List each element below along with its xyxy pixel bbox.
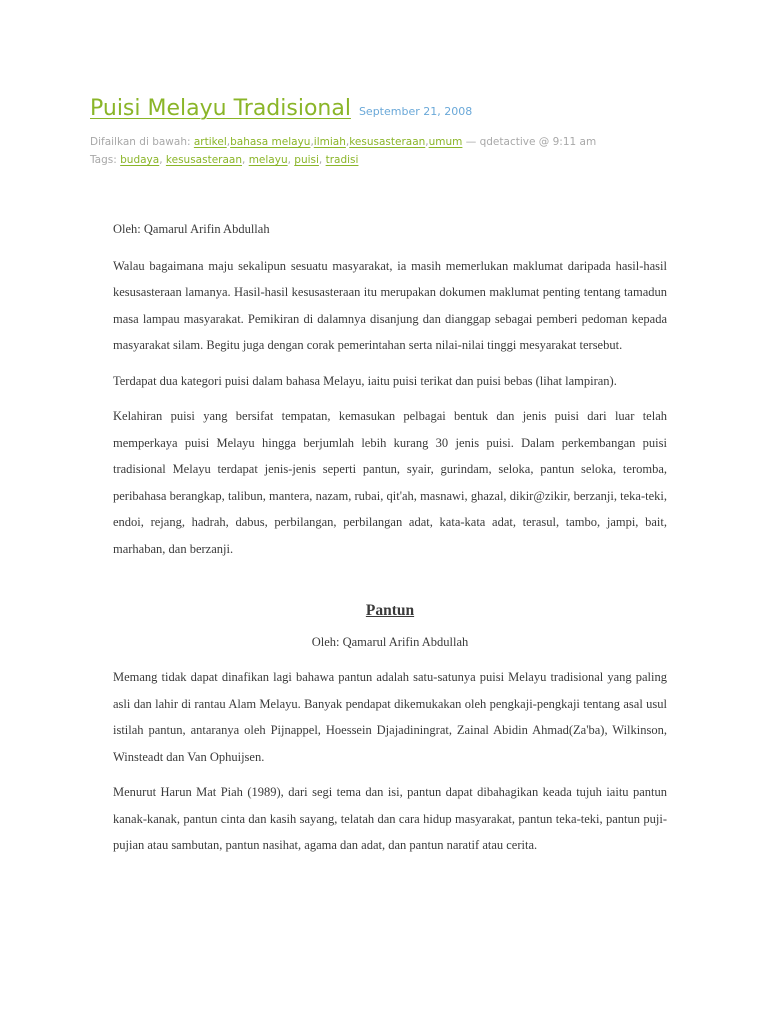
filed-label: Difailkan di bawah: xyxy=(90,136,191,148)
article-body xyxy=(113,216,667,868)
category-link-umum[interactable]: umum xyxy=(428,136,463,148)
section-paragraph: Memang tidak dapat dinafikan lagi bahawa pantun adalah satu-satunya puisi Melayu tradisional yang paling asli dan lahir di rantau Alam Melayu. Banyak pendapat dikemukakan oleh pengkaji-pengkaji tentang asal usul istilah pantun, antaranya oleh Pijnappel, Hoessein Djajadiningrat, Zainal Abidin Ahmad(Za'ba), Wilkinson, Winsteadt dan Van Ophuijsen. xyxy=(113,670,667,764)
post-categories-line: Difailkan di bawah: artikel,bahasa melayu,ilmiah,kesusasteraan,umum — qdetactive @ 9:11 am xyxy=(90,136,597,148)
category-link-artikel[interactable]: artikel xyxy=(193,136,227,148)
article-paragraph: Walau bagaimana maju sekalipun sesuatu masyarakat, ia masih memerlukan maklumat daripada hasil-hasil kesusasteraan lamanya. Hasil-hasil kesusasteraan itu merupakan dokumen maklumat penting tentang tamadun masa lampau masyarakat. Pemikiran di dalamnya disanjung dan dianggap sebagai pemberi pedoman kepada masyarakat silam. Begitu juga dengan corak pemerintahan serta nilai-nilai tinggi mesyarakat tersebut. xyxy=(113,258,667,352)
section-heading-pantun: Pantun xyxy=(365,602,415,619)
category-link-bahasa-melayu[interactable]: bahasa melayu xyxy=(230,136,311,148)
post-date: September 21, 2008 xyxy=(358,105,473,118)
section-paragraph: Menurut Harun Mat Piah (1989), dari segi tema dan isi, pantun dapat dibahagikan keada tujuh iaitu pantun kanak-kanak, pantun cinta dan kasih sayang, telatah dan cara hidup masyarakat, pantun teka-teki, pantun puji-pujian atau sambutan, pantun nasihat, agama dan adat, dan pantun naratif atau cerita. xyxy=(113,785,667,852)
tag-link-budaya[interactable]: budaya xyxy=(120,154,160,166)
author-time: — qdetactive @ 9:11 am xyxy=(465,136,597,148)
article-byline: Oleh: Qamarul Arifin Abdullah xyxy=(113,222,270,236)
category-link-kesusasteraan[interactable]: kesusasteraan xyxy=(349,136,426,148)
post-title-link[interactable]: Puisi Melayu Tradisional xyxy=(90,96,351,121)
tag-link-tradisi[interactable]: tradisi xyxy=(325,154,359,166)
article-paragraph: Terdapat dua kategori puisi dalam bahasa Melayu, iaitu puisi terikat dan puisi bebas (lihat lampiran). xyxy=(113,373,617,388)
post-tags-line: Tags: budaya, kesusasteraan, melayu, puisi, tradisi xyxy=(90,154,359,166)
tag-link-kesusasteraan[interactable]: kesusasteraan xyxy=(165,154,242,166)
section-byline: Oleh: Qamarul Arifin Abdullah xyxy=(311,634,469,649)
article-paragraph: Kelahiran puisi yang bersifat tempatan, kemasukan pelbagai bentuk dan jenis puisi dari luar telah memperkaya puisi Melayu hingga berjumlah lebih kurang 30 jenis puisi. Dalam perkembangan puisi tradisional Melayu terdapat jenis-jenis seperti pantun, syair, gurindam, seloka, pantun seloka, teromba, peribahasa berangkap, talibun, mantera, nazam, rubai, qit'ah, masnawi, ghazal, dikir@zikir, berzanji, teka-teki, endoi, rejang, hadrah, dabus, perbilangan, perbilangan adat, kata-kata adat, terasul, tambo, jampi, bait, marhaban, dan berzanji. xyxy=(113,409,667,556)
tags-label: Tags: xyxy=(90,154,117,166)
tag-link-puisi[interactable]: puisi xyxy=(294,154,319,166)
title-line xyxy=(90,96,690,121)
category-link-ilmiah[interactable]: ilmiah xyxy=(313,136,346,148)
post-header xyxy=(90,96,690,169)
tag-link-melayu[interactable]: melayu xyxy=(248,154,288,166)
